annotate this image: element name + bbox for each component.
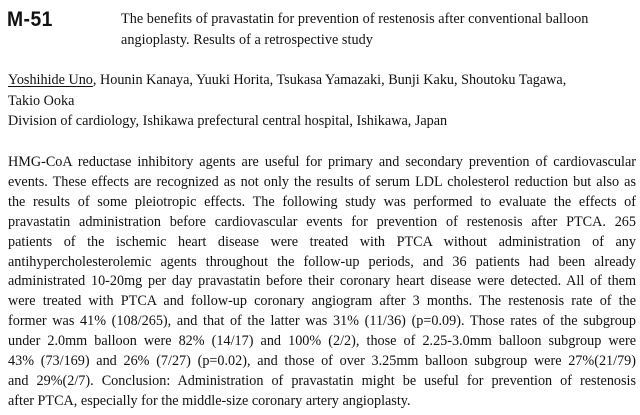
co-authors: , Hounin Kanaya, Yuuki Horita, Tsukasa Yamazaki, Bunji Kaku, Shoutoku Tagawa,: [92, 72, 567, 88]
author-line: [8, 70, 636, 91]
body-line: and 29%(2/7). Conclusion: Administration of pravastatin might be useful for prevention of restenosis: [8, 372, 636, 389]
body-line: the results of some pleiotropic effects. The following study was performed to evaluate the effects of: [8, 193, 636, 210]
abstract-title: [121, 9, 636, 51]
affiliation: Division of cardiology, Ishikawa prefectural central hospital, Ishikawa, Japan: [8, 113, 448, 129]
body-line: were treated with PTCA and follow-up coronary angiogram after 3 months. The restenosis rate of the: [8, 293, 636, 310]
body-line: under 2.0mm balloon were 82% (14/17) and 100% (2/2), those of 2.25-3.0mm balloon subgroup were: [8, 333, 636, 350]
body-line: 43% (73/169) and 26% (7/27) (p=0.02), and those of over 3.25mm balloon subgroup were 27%(21/79): [8, 353, 636, 370]
author-line: Takio Ooka: [8, 92, 75, 109]
title-line: The benefits of pravastatin for prevention of restenosis after conventional balloon: [121, 11, 589, 27]
body-line: former was 41% (108/265), and that of the latter was 31% (11/36) (p=0.09). Those rates of the subgroup: [8, 313, 636, 330]
body-line: HMG-CoA reductase inhibitory agents are useful for primary and secondary prevention of cardiovascular: [8, 154, 636, 170]
body-line: events. These effects are recognized as not only the results of serum LDL cholesterol reduction but also as: [8, 173, 636, 190]
abstract-body: [8, 153, 636, 412]
author-block: [8, 70, 636, 132]
abstract-id: M-51: [7, 8, 53, 31]
title-line: angioplasty. Results of a retrospective study: [121, 32, 373, 48]
body-line: administrated 10-20mg per day pravastatin before their coronary heart disease were detected. All of them: [8, 273, 636, 290]
body-line: patients of the ischemic heart disease were treated with PTCA without administration of any: [8, 233, 636, 250]
body-line: pravastatin administration before cardiovascular events for prevention of restenosis after PTCA. 265: [8, 213, 636, 230]
body-line: antihypercholesterolemic agents throughout the follow-up periods, and 36 patients had been already: [8, 253, 636, 270]
body-line: after PTCA, especially for the middle-size coronary artery angioplasty.: [8, 392, 411, 409]
presenting-author: Yoshihide Uno: [8, 72, 93, 88]
